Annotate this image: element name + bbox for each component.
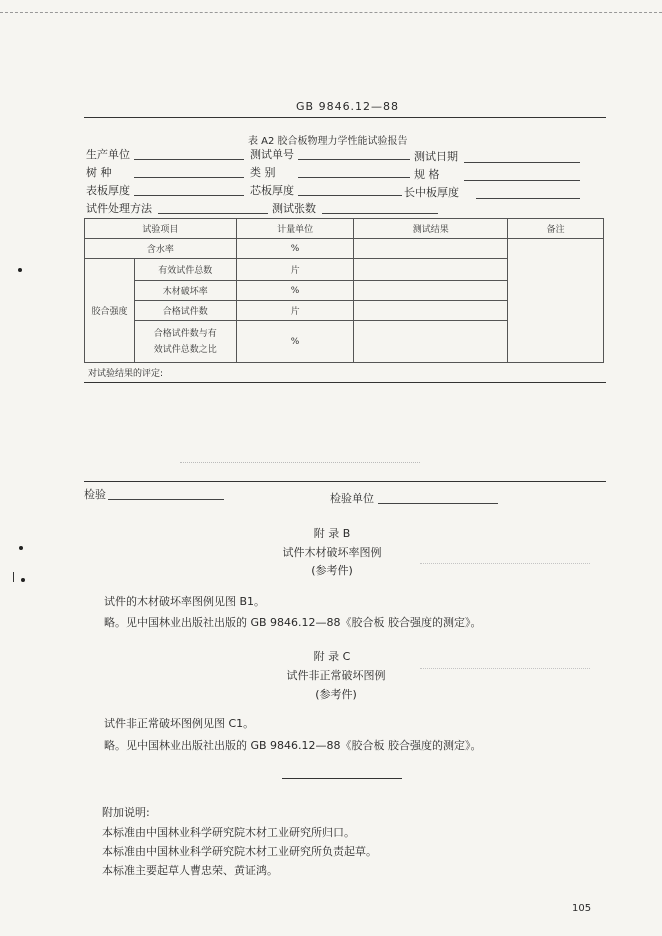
evaluation-label: 对试验结果的评定: xyxy=(88,369,164,379)
additional-notes-title: 附加说明: xyxy=(102,806,150,819)
binding-mark xyxy=(21,578,25,582)
category-label: 类 别 xyxy=(250,166,276,179)
top-edge-border xyxy=(0,12,662,13)
test-number-field[interactable] xyxy=(298,159,410,160)
long-core-thickness-label: 长中板厚度 xyxy=(404,186,459,199)
inspector-field[interactable] xyxy=(108,499,224,500)
core-thickness-field[interactable] xyxy=(298,195,402,196)
species-label: 树 种 xyxy=(86,166,112,179)
appendix-c-note: (参考件) xyxy=(315,688,357,701)
row-item-line1: 合格试件数与有 xyxy=(153,328,217,339)
bond-strength-label: 胶合强度 xyxy=(85,259,135,363)
row-item: 有效试件总数 xyxy=(134,259,236,281)
face-thickness-label: 表板厚度 xyxy=(86,184,130,197)
row-result-cell[interactable] xyxy=(354,281,508,301)
production-unit-label: 生产单位 xyxy=(86,148,130,161)
appendix-c-line1: 试件非正常破坏图例见图 C1。 xyxy=(104,717,255,730)
row-item-line2: 效试件总数之比 xyxy=(153,344,217,355)
species-field[interactable] xyxy=(134,177,244,178)
table-title: 表 A2 胶合板物理力学性能试验报告 xyxy=(248,136,408,147)
treatment-method-field[interactable] xyxy=(158,213,268,214)
appendix-b-heading: 附 录 B xyxy=(313,527,351,540)
header-result: 测试结果 xyxy=(354,219,508,239)
header-rule xyxy=(84,117,606,118)
evaluation-bottom-rule xyxy=(84,481,606,482)
appendix-b-note: (参考件) xyxy=(311,564,353,577)
appendix-c-title: 试件非正常破坏图例 xyxy=(286,669,386,682)
additional-note-line: 本标准由中国林业科学研究院木材工业研究所负责起草。 xyxy=(102,845,377,858)
scan-mark xyxy=(180,462,420,463)
test-number-label: 测试单号 xyxy=(250,148,294,161)
specification-label: 规 格 xyxy=(414,168,440,181)
table-header-row xyxy=(85,219,604,239)
face-thickness-field[interactable] xyxy=(134,195,244,196)
header-test-item: 试验项目 xyxy=(85,219,237,239)
inspection-unit-label: 检验单位 xyxy=(330,492,374,505)
binding-mark xyxy=(19,546,23,550)
moisture-unit: % xyxy=(236,239,354,259)
specimen-count-label: 测试张数 xyxy=(272,202,316,215)
row-item-multiline xyxy=(134,321,236,363)
remarks-cell[interactable] xyxy=(508,239,604,363)
scan-mark xyxy=(420,668,590,669)
row-unit: 片 xyxy=(236,301,354,321)
evaluation-line-1 xyxy=(84,382,606,383)
test-report-table xyxy=(84,218,604,363)
scan-mark xyxy=(420,563,590,564)
test-date-field[interactable] xyxy=(464,162,580,163)
appendix-b-title: 试件木材破坏率图例 xyxy=(282,546,382,559)
moisture-result-cell[interactable] xyxy=(354,239,508,259)
binding-mark xyxy=(13,572,14,582)
appendix-b-line2: 略。见中国林业出版社出版的 GB 9846.12—88《胶合板 胶合强度的测定》。 xyxy=(104,616,482,629)
core-thickness-label: 芯板厚度 xyxy=(250,184,294,197)
appendix-c-heading: 附 录 C xyxy=(313,650,351,663)
notes-separator xyxy=(282,778,402,779)
header-remarks: 备注 xyxy=(508,219,604,239)
specimen-count-field[interactable] xyxy=(322,213,438,214)
appendix-b-line1: 试件的木材破坏率图例见图 B1。 xyxy=(104,595,266,608)
binding-mark xyxy=(18,268,22,272)
long-core-thickness-field[interactable] xyxy=(476,198,580,199)
row-result-cell[interactable] xyxy=(354,259,508,281)
production-unit-field[interactable] xyxy=(134,159,244,160)
appendix-c-line2: 略。见中国林业出版社出版的 GB 9846.12—88《胶合板 胶合强度的测定》。 xyxy=(104,739,482,752)
inspection-unit-field[interactable] xyxy=(378,503,498,504)
test-date-label: 测试日期 xyxy=(414,150,458,163)
row-result-cell[interactable] xyxy=(354,301,508,321)
specification-field[interactable] xyxy=(464,180,580,181)
row-item: 合格试件数 xyxy=(134,301,236,321)
row-unit: % xyxy=(236,281,354,301)
additional-note-line: 本标准主要起草人曹忠荣、黄证鸿。 xyxy=(102,864,278,877)
row-unit: 片 xyxy=(236,259,354,281)
treatment-method-label: 试件处理方法 xyxy=(86,202,152,215)
row-unit: % xyxy=(236,321,354,363)
table-row xyxy=(85,239,604,259)
row-result-cell[interactable] xyxy=(354,321,508,363)
additional-note-line: 本标准由中国林业科学研究院木材工业研究所归口。 xyxy=(102,826,355,839)
page-number: 105 xyxy=(572,903,592,914)
moisture-label: 含水率 xyxy=(85,239,237,259)
category-field[interactable] xyxy=(298,177,410,178)
inspector-label: 检验 xyxy=(84,488,106,501)
standard-code: GB 9846.12—88 xyxy=(296,100,400,113)
header-unit: 计量单位 xyxy=(236,219,354,239)
row-item: 木材破坏率 xyxy=(134,281,236,301)
